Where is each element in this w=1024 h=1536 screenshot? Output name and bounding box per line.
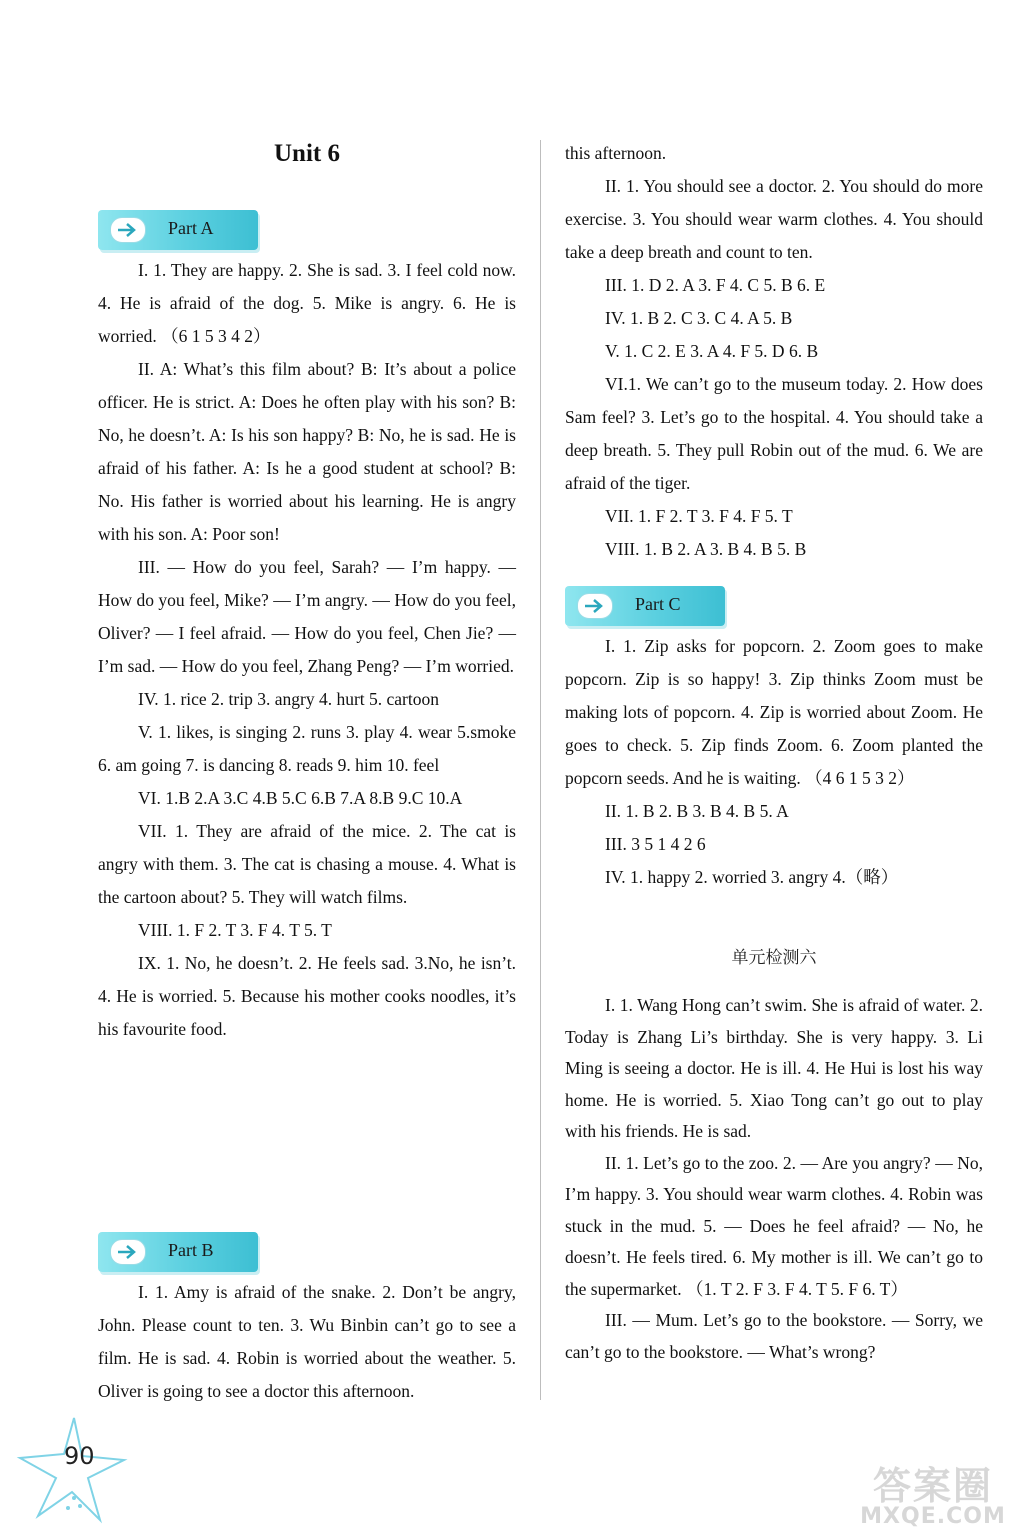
part-b-content-right: [565, 137, 983, 566]
part-b-line: VI.1. We can’t go to the museum today. 2. How does Sam feel? 3. Let’s go to the hospital. 4. You should take a deep breath. 5. They pull Robin out of the mud. 6. We are afraid of the tiger.: [565, 374, 983, 493]
part-a-line: VII. 1. They are afraid of the mice. 2. The cat is angry with them. 3. The cat is chasing a mouse. 4. What is the cartoon about? 5. They will watch films.: [98, 821, 516, 907]
part-b-line: III. 1. D 2. A 3. F 4. C 5. B 6. E: [605, 275, 826, 295]
unit-test-line: II. 1. Let’s go to the zoo. 2. — Are you angry? — No, I’m happy. 3. You should wear warm clothes. 4. Robin was stuck in the mud. 5. — Does he feel afraid? — No, he doesn’t. He feels tired. 6. My mother is ill. We can’t go to the supermarket. （1. T 2. F 3. F 4. T 5. F 6. T）: [565, 1152, 983, 1299]
part-b-tag: [98, 1232, 258, 1272]
part-c-line: IV. 1. happy 2. worried 3. angry 4.（略）: [605, 867, 899, 887]
part-a-line: VIII. 1. F 2. T 3. F 4. T 5. T: [138, 920, 332, 940]
part-b-continued: this afternoon.: [565, 143, 667, 163]
part-a-tag: [98, 210, 258, 250]
unit-title: Unit 6: [274, 140, 340, 167]
part-c-content: [565, 630, 983, 894]
part-a-line: I. 1. They are happy. 2. She is sad. 3. I feel cold now. 4. He is afraid of the dog. 5. Mike is angry. 6. He is worried. （6 1 5 3 4 2）: [98, 260, 516, 346]
part-b-line: VIII. 1. B 2. A 3. B 4. B 5. B: [605, 539, 807, 559]
unit-test-content: [565, 990, 983, 1368]
part-b-line: I. 1. Amy is afraid of the snake. 2. Don’t be angry, John. Please count to ten. 3. Wu Binbin can’t go to see a film. He is sad. 4. Robin is worried about the weather. 5. Oliver is going to see a doctor this afternoon.: [98, 1282, 516, 1401]
part-a-line: IV. 1. rice 2. trip 3. angry 4. hurt 5. cartoon: [138, 689, 439, 709]
part-b-line: II. 1. You should see a doctor. 2. You should do more exercise. 3. You should wear warm clothes. 4. You should take a deep breath and count to ten.: [565, 176, 983, 262]
part-c-line: I. 1. Zip asks for popcorn. 2. Zoom goes to make popcorn. Zip is so happy! 3. Zip thinks Zoom must be making lots of popcorn. 4. Zip is worried about Zoom. He goes to check. 5. Zip finds Zoom. 6. Zoom planted the popcorn seeds. And he is waiting. （4 6 1 5 3 2）: [565, 636, 983, 788]
page-number: 90: [64, 1442, 95, 1470]
unit-test-line: III. — Mum. Let’s go to the bookstore. — Sorry, we can’t go to the bookstore. — What’s wrong?: [565, 1310, 983, 1362]
part-b-line: V. 1. C 2. E 3. A 4. F 5. D 6. B: [605, 341, 819, 361]
part-b-line: VII. 1. F 2. T 3. F 4. F 5. T: [605, 506, 793, 526]
part-a-label: Part A: [168, 218, 214, 238]
arrow-icon: [110, 217, 146, 243]
part-c-tag: [565, 586, 725, 626]
arrow-icon: [577, 593, 613, 619]
part-a-line: II. A: What’s this film about? B: It’s about a police officer. He is strict. A: Does he often play with his son? B: No, he doesn’t. A: Is his son happy? B: No, he is sad. He is afraid of his father. A: Is he a good student at school? B: No. His father is worried about his learning. He is angry with his son. A: Poor son!: [98, 359, 516, 544]
watermark-logo: 答案圈 MXQE.COM: [860, 1464, 1006, 1529]
part-a-line: III. — How do you feel, Sarah? — I’m happy. — How do you feel, Mike? — I’m angry. — How do you feel, Oliver? — I feel afraid. — How do you feel, Chen Jie? — I’m sad. — How do you feel, Zhang Peng? — I’m worried.: [98, 557, 516, 676]
part-a-line: IX. 1. No, he doesn’t. 2. He feels sad. 3.No, he isn’t. 4. He is worried. 5. Because his mother cooks noodles, it’s his favourite food.: [98, 953, 516, 1039]
part-b-content-left: [98, 1276, 516, 1406]
part-a-content: [98, 254, 516, 1046]
part-b-line: IV. 1. B 2. C 3. C 4. A 5. B: [605, 308, 793, 328]
part-b-label: Part B: [168, 1240, 214, 1260]
part-c-label: Part C: [635, 594, 681, 614]
part-a-line: V. 1. likes, is singing 2. runs 3. play 4. wear 5.smoke 6. am going 7. is dancing 8. reads 9. him 10. feel: [98, 722, 516, 775]
unit-test-heading: 单元检测六: [731, 948, 817, 968]
unit-test-line: I. 1. Wang Hong can’t swim. She is afraid of water. 2. Today is Zhang Li’s birthday. She is very happy. 3. Li Ming is seeing a doctor. He is ill. 4. He Hui is lost his way home. He is worried. 5. Xiao Tong can’t go out to play with his friends. He is sad.: [565, 995, 983, 1141]
arrow-icon: [110, 1239, 146, 1265]
column-divider: [540, 140, 541, 1400]
part-a-line: VI. 1.B 2.A 3.C 4.B 5.C 6.B 7.A 8.B 9.C 10.A: [138, 788, 463, 808]
part-c-line: III. 3 5 1 4 2 6: [605, 834, 706, 854]
part-c-line: II. 1. B 2. B 3. B 4. B 5. A: [605, 801, 789, 821]
